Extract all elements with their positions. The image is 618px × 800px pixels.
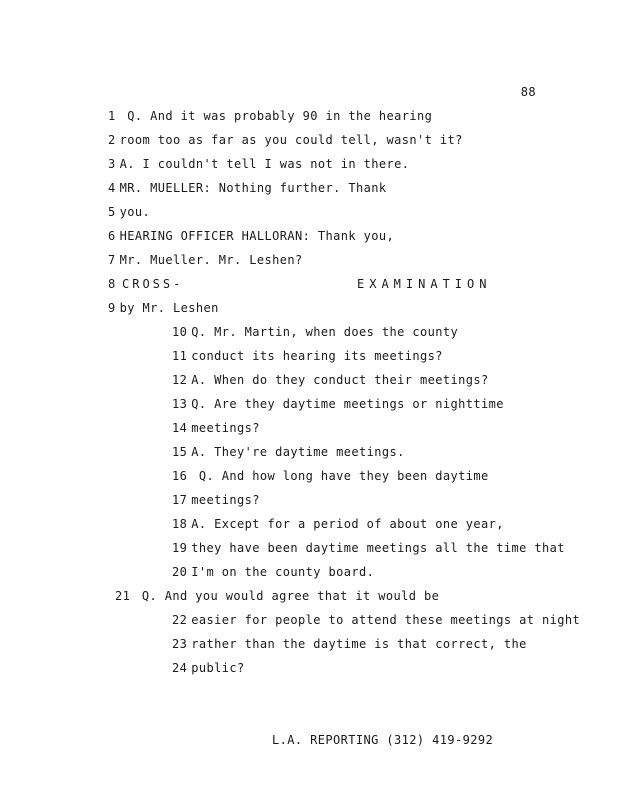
- transcript-line-17: [172, 493, 260, 507]
- line-text: public?: [191, 661, 245, 675]
- line-number: 22: [172, 613, 188, 627]
- line-number: 9: [108, 301, 116, 315]
- line-number: 14: [172, 421, 188, 435]
- line-text: rather than the daytime is that correct, the: [191, 637, 527, 651]
- line-text: I'm on the county board.: [191, 565, 375, 579]
- transcript-line-7: [108, 253, 303, 267]
- line-number: 18: [172, 517, 188, 531]
- line-text: you.: [119, 205, 151, 219]
- line-text: Mr. Mueller. Mr. Leshen?: [119, 253, 303, 267]
- line-text: A. Except for a period of about one year,: [191, 517, 504, 531]
- transcript-line-1: [108, 109, 432, 123]
- transcript-line-9: [108, 301, 219, 315]
- line-number: 2: [108, 133, 116, 147]
- line-number: 7: [108, 253, 116, 267]
- line-number: 8: [108, 277, 116, 291]
- transcript-line-23: [172, 637, 527, 651]
- line-text: by Mr. Leshen: [119, 301, 219, 315]
- line-number: 19: [172, 541, 188, 555]
- line-number: 6: [108, 229, 116, 243]
- transcript-line-3: [108, 157, 409, 171]
- transcript-line-15: [172, 445, 405, 459]
- transcript-line-22: [172, 613, 580, 627]
- line-text: easier for people to attend these meetings at night: [191, 613, 581, 627]
- examination-label: EXAMINATION: [357, 277, 492, 291]
- transcript-line-16: [172, 469, 489, 483]
- line-text: A. When do they conduct their meetings?: [191, 373, 489, 387]
- transcript-line-24: [172, 661, 245, 675]
- cross-label: CROSS-: [122, 277, 184, 291]
- transcript-line-5: [108, 205, 150, 219]
- line-number: 4: [108, 181, 116, 195]
- line-number: 12: [172, 373, 188, 387]
- line-text: Q. And how long have they been daytime: [198, 469, 489, 483]
- line-text: Q. And it was probably 90 in the hearing: [127, 109, 433, 123]
- line-number: 1: [108, 109, 116, 123]
- line-text: A. I couldn't tell I was not in there.: [119, 157, 410, 171]
- line-number: 11: [172, 349, 188, 363]
- line-number: 24: [172, 661, 188, 675]
- line-text: Q. And you would agree that it would be: [141, 589, 440, 603]
- reporter-footer: L.A. REPORTING (312) 419-9292: [272, 733, 494, 747]
- line-text: A. They're daytime meetings.: [191, 445, 405, 459]
- transcript-line-2: [108, 133, 463, 147]
- line-text: Q. Are they daytime meetings or nighttime: [191, 397, 504, 411]
- page-number: 88: [520, 85, 536, 99]
- line-text: Q. Mr. Martin, when does the county: [191, 325, 459, 339]
- transcript-line-12: [172, 373, 489, 387]
- line-number: 20: [172, 565, 188, 579]
- line-text: HEARING OFFICER HALLORAN: Thank you,: [119, 229, 395, 243]
- line-text: room too as far as you could tell, wasn't it?: [119, 133, 463, 147]
- line-text: MR. MUELLER: Nothing further. Thank: [119, 181, 387, 195]
- transcript-line-4: [108, 181, 387, 195]
- line-number: 10: [172, 325, 188, 339]
- transcript-line-13: [172, 397, 504, 411]
- line-number: 15: [172, 445, 188, 459]
- transcript-line-11: [172, 349, 443, 363]
- line-number: 23: [172, 637, 188, 651]
- line-number: 16: [172, 469, 188, 483]
- line-number: 3: [108, 157, 116, 171]
- line-text: conduct its hearing its meetings?: [191, 349, 443, 363]
- line-text: meetings?: [191, 493, 260, 507]
- transcript-line-21: [115, 589, 439, 603]
- line-text: they have been daytime meetings all the time that: [191, 541, 565, 555]
- line-number: 13: [172, 397, 188, 411]
- transcript-line-20: [172, 565, 374, 579]
- line-number: 21: [115, 589, 131, 603]
- transcript-line-19: [172, 541, 565, 555]
- transcript-line-8: [108, 277, 120, 291]
- line-number: 5: [108, 205, 116, 219]
- transcript-line-14: [172, 421, 260, 435]
- transcript-line-10: [172, 325, 458, 339]
- line-number: 17: [172, 493, 188, 507]
- line-text: meetings?: [191, 421, 260, 435]
- transcript-line-18: [172, 517, 504, 531]
- transcript-line-6: [108, 229, 394, 243]
